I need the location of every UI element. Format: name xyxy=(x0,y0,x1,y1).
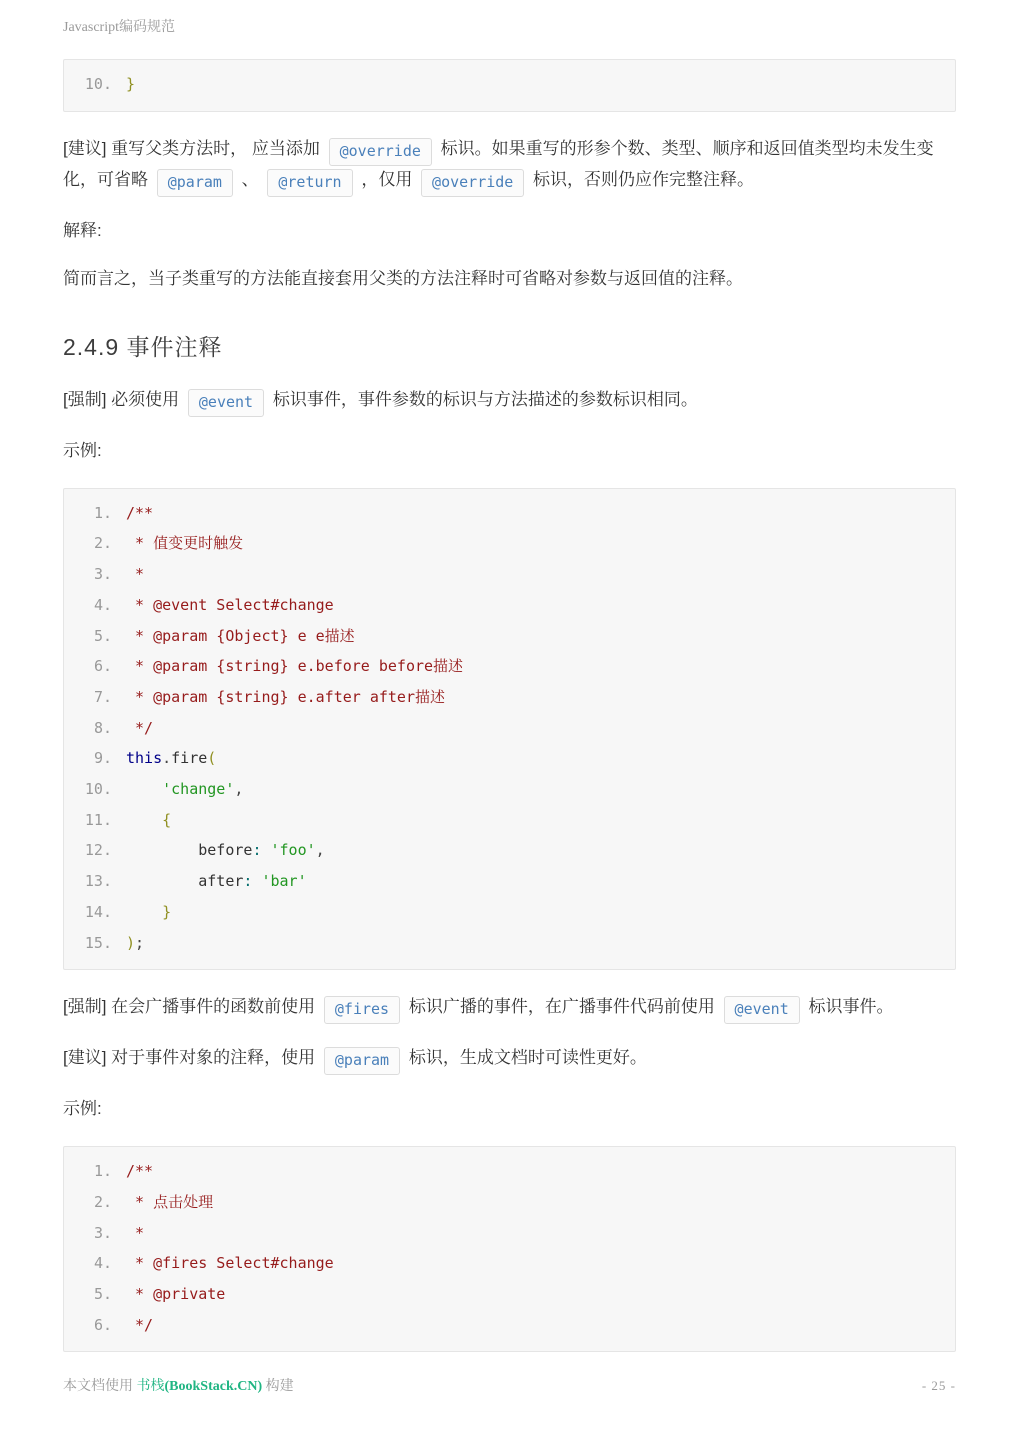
line-number: 5. xyxy=(93,626,112,645)
code-text: /** xyxy=(126,1162,154,1181)
footer-build-note xyxy=(63,1375,294,1395)
inline-code-badge: @fires xyxy=(324,996,400,1024)
text-run: 标识，生成文档时可读性更好。 xyxy=(404,1048,647,1068)
code-line xyxy=(78,559,941,590)
paragraph-override-rule xyxy=(63,135,956,197)
inline-code-badge: @param xyxy=(324,1047,400,1075)
code-line xyxy=(78,1279,941,1310)
text-run: 标识，否则仍应作完整注释。 xyxy=(528,169,755,189)
code-text: } xyxy=(162,902,172,921)
code-line xyxy=(78,621,941,652)
code-line xyxy=(78,1187,941,1218)
code-text: before: 'foo', xyxy=(126,841,325,860)
paragraph-explanation-text: 简而言之，当子类重写的方法能直接套用父类的方法注释时可省略对参数与返回值的注释。 xyxy=(63,268,743,288)
text-run: 标识。如果重写的形参个数、类型、顺序和返回值类型均未发生变化，可省略 xyxy=(63,138,934,189)
code-block-fires-example xyxy=(63,1146,956,1352)
line-number: 14. xyxy=(84,902,112,921)
line-number: 4. xyxy=(93,595,112,614)
footer-suffix: 构建 xyxy=(262,1379,294,1395)
doc-title: Javascript编码规范 xyxy=(63,20,175,35)
code-line xyxy=(78,928,941,959)
line-number: 13. xyxy=(84,872,112,891)
code-text: * @fires Select#change xyxy=(126,1254,334,1273)
code-line xyxy=(78,1248,941,1279)
line-number: 2. xyxy=(93,1192,112,1211)
code-line xyxy=(78,528,941,559)
paragraph-fires-rule xyxy=(63,993,956,1024)
code-text: ); xyxy=(126,933,145,952)
line-number: 7. xyxy=(93,687,112,706)
line-number: 3. xyxy=(93,565,112,584)
line-number: 3. xyxy=(93,1223,112,1242)
bookstack-link[interactable] xyxy=(137,1379,263,1394)
code-line xyxy=(78,590,941,621)
code-line xyxy=(78,866,941,897)
code-line xyxy=(78,682,941,713)
code-line xyxy=(78,651,941,682)
code-line xyxy=(78,1156,941,1187)
text-run: 标识事件。 xyxy=(803,997,894,1017)
code-text: */ xyxy=(126,1315,154,1334)
code-text: * @event Select#change xyxy=(126,595,334,614)
code-text: * @private xyxy=(126,1285,226,1304)
code-text: * 点击处理 xyxy=(126,1192,214,1211)
page-number: - 25 - xyxy=(921,1378,956,1394)
inline-code-badge: @override xyxy=(421,169,524,197)
page-header xyxy=(63,16,956,36)
label-explanation: 解释: xyxy=(63,220,102,240)
code-line xyxy=(78,1310,941,1341)
line-number: 9. xyxy=(93,749,112,768)
text-run: 、 xyxy=(236,169,264,189)
line-number: 5. xyxy=(93,1285,112,1304)
paragraph-param-suggestion xyxy=(63,1044,956,1075)
code-text: * xyxy=(126,565,145,584)
code-text: 'change', xyxy=(162,780,244,799)
code-line xyxy=(78,69,941,100)
page-footer xyxy=(63,1375,956,1395)
line-number: 15. xyxy=(84,933,112,952)
line-number: 12. xyxy=(84,841,112,860)
text-run: 标识广播的事件，在广播事件代码前使用 xyxy=(404,997,720,1017)
text-run: ，仅用 xyxy=(356,169,418,189)
code-line xyxy=(78,897,941,928)
code-text: } xyxy=(126,75,136,93)
section-heading-2-4-9: 2.4.9 事件注释 xyxy=(63,333,223,360)
code-line xyxy=(78,774,941,805)
code-text: after: 'bar' xyxy=(126,872,307,891)
bookstack-link-en: (BookStack.CN) xyxy=(164,1379,263,1395)
code-text: this.fire( xyxy=(126,749,217,768)
text-run: 标识事件，事件参数的标识与方法描述的参数标识相同。 xyxy=(268,389,698,409)
code-block-closing-brace xyxy=(63,59,956,112)
line-number: 1. xyxy=(93,1162,112,1181)
line-number: 6. xyxy=(93,657,112,676)
bookstack-link-cn: 书栈 xyxy=(136,1379,165,1395)
code-line xyxy=(78,835,941,866)
line-number: 1. xyxy=(93,503,112,522)
code-text: */ xyxy=(126,718,154,737)
text-run: [建议] 重写父类方法时， 应当添加 xyxy=(63,138,325,158)
inline-code-badge: @event xyxy=(724,996,800,1024)
code-line xyxy=(78,743,941,774)
inline-code-badge: @event xyxy=(188,389,264,417)
inline-code-badge: @override xyxy=(329,138,432,166)
label-example-1: 示例: xyxy=(63,440,102,460)
code-line xyxy=(78,498,941,529)
footer-prefix: 本文档使用 xyxy=(63,1379,137,1395)
line-number: 10. xyxy=(84,780,112,799)
code-text: * 值变更时触发 xyxy=(126,534,244,553)
code-line xyxy=(78,1218,941,1249)
code-text: /** xyxy=(126,503,154,522)
label-example-2: 示例: xyxy=(63,1099,102,1119)
inline-code-badge: @return xyxy=(267,169,352,197)
code-text: * @param {Object} e e描述 xyxy=(126,626,355,645)
paragraph-event-rule xyxy=(63,386,956,417)
code-text: * @param {string} e.after after描述 xyxy=(126,687,445,706)
code-text: * xyxy=(126,1223,145,1242)
code-text: * @param {string} e.before before描述 xyxy=(126,657,464,676)
text-run: [强制] 在会广播事件的函数前使用 xyxy=(63,997,320,1017)
inline-code-badge: @param xyxy=(157,169,233,197)
line-number: 4. xyxy=(93,1254,112,1273)
code-line xyxy=(78,805,941,836)
line-number: 10. xyxy=(84,75,112,93)
code-block-event-example xyxy=(63,488,956,971)
code-line xyxy=(78,713,941,744)
line-number: 11. xyxy=(84,810,112,829)
text-run: [强制] 必须使用 xyxy=(63,389,184,409)
text-run: [建议] 对于事件对象的注释，使用 xyxy=(63,1048,320,1068)
line-number: 8. xyxy=(93,718,112,737)
line-number: 2. xyxy=(93,534,112,553)
code-text: { xyxy=(162,810,172,829)
line-number: 6. xyxy=(93,1315,112,1334)
